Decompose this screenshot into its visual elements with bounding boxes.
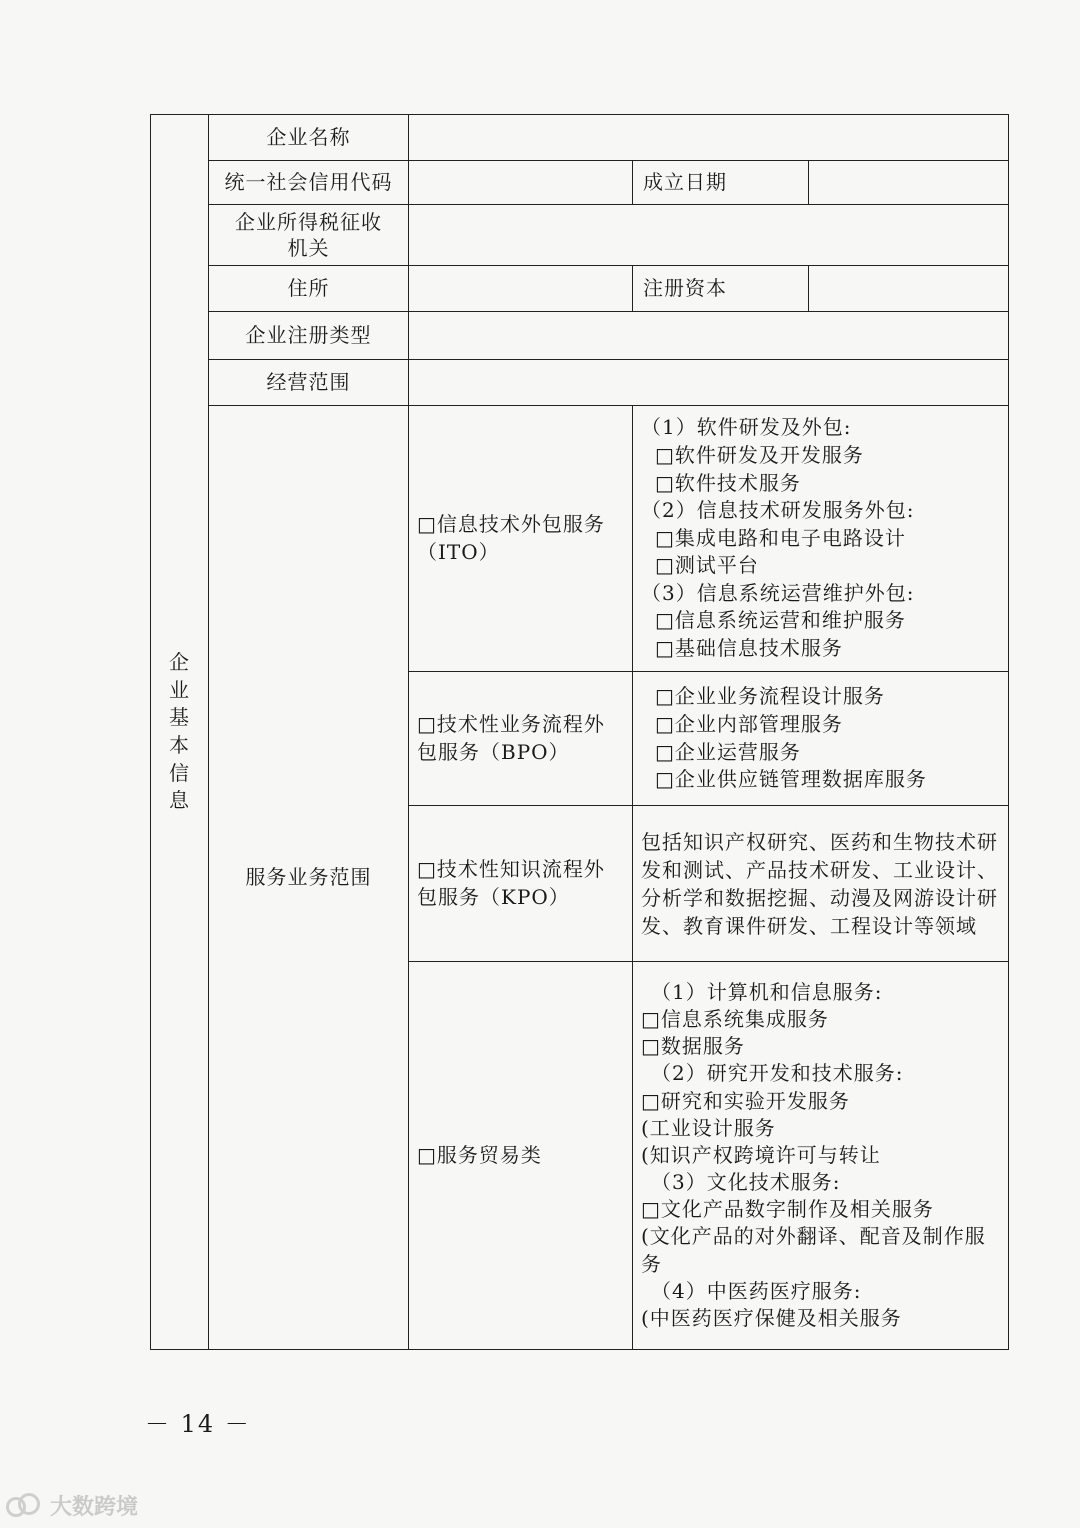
category-bpo-details bbox=[633, 672, 1009, 806]
trade-option-rd[interactable]: □研究和实验开发服务 bbox=[641, 1088, 850, 1113]
category-ito-name[interactable]: □信息技术外包服务（ITO） bbox=[409, 406, 633, 672]
trade-detail-2: （2）研究开发和技术服务: bbox=[651, 1061, 904, 1086]
trade-option-system-integration[interactable]: □信息系统集成服务 bbox=[641, 1006, 829, 1031]
business-scope-field[interactable] bbox=[409, 360, 1009, 406]
credit-code-field[interactable] bbox=[409, 161, 633, 205]
row-tax-authority bbox=[151, 205, 1009, 266]
row-registration-type bbox=[151, 312, 1009, 360]
watermark-logo-icon bbox=[6, 1493, 46, 1519]
bpo-option-supply-chain[interactable]: □企业供应链管理数据库服务 bbox=[655, 767, 927, 792]
ito-option-ic-design[interactable]: □集成电路和电子电路设计 bbox=[655, 525, 906, 550]
trade-option-ip-licensing[interactable]: (知识产权跨境许可与转让 bbox=[641, 1142, 881, 1167]
credit-code-label: 统一社会信用代码 bbox=[209, 161, 409, 205]
trade-option-digital-culture[interactable]: □文化产品数字制作及相关服务 bbox=[641, 1197, 934, 1222]
company-name-label: 企业名称 bbox=[209, 115, 409, 161]
company-name-field[interactable] bbox=[409, 115, 1009, 161]
row-business-scope bbox=[151, 360, 1009, 406]
registered-capital-field[interactable] bbox=[809, 266, 1009, 312]
registration-type-field[interactable] bbox=[409, 312, 1009, 360]
founding-date-label: 成立日期 bbox=[633, 161, 809, 205]
ito-option-system-ops[interactable]: □信息系统运营和维护服务 bbox=[655, 608, 906, 633]
bpo-option-internal-mgmt[interactable]: □企业内部管理服务 bbox=[655, 711, 843, 736]
ito-detail-2: （2）信息技术研发服务外包: bbox=[641, 498, 915, 523]
watermark bbox=[6, 1490, 138, 1521]
address-label: 住所 bbox=[209, 266, 409, 312]
bpo-option-operations[interactable]: □企业运营服务 bbox=[655, 739, 801, 764]
ito-detail-3: （3）信息系统运营维护外包: bbox=[641, 580, 915, 605]
business-scope-label: 经营范围 bbox=[209, 360, 409, 406]
category-kpo-details: 包括知识产权研究、医药和生物技术研发和测试、产品技术研发、工业设计、分析学和数据挖掘、动漫及网游设计研发、教育课件研发、工程设计等领域 bbox=[633, 806, 1009, 962]
trade-option-industrial-design[interactable]: (工业设计服务 bbox=[641, 1115, 776, 1140]
trade-option-translation[interactable]: (文化产品的对外翻译、配音及制作服务 bbox=[641, 1224, 986, 1276]
category-service-trade-name[interactable]: □服务贸易类 bbox=[409, 962, 633, 1350]
trade-option-data-service[interactable]: □数据服务 bbox=[641, 1034, 745, 1059]
bpo-option-process-design[interactable]: □企业业务流程设计服务 bbox=[655, 684, 885, 709]
category-ito-details bbox=[633, 406, 1009, 672]
ito-option-basic-it[interactable]: □基础信息技术服务 bbox=[655, 636, 843, 661]
category-service-trade-details bbox=[633, 962, 1009, 1350]
address-field[interactable] bbox=[409, 266, 633, 312]
trade-detail-3: （3）文化技术服务: bbox=[651, 1170, 841, 1195]
tax-authority-label: 企业所得税征收 机关 bbox=[209, 205, 409, 266]
registered-capital-label: 注册资本 bbox=[633, 266, 809, 312]
trade-detail-4: （4）中医药医疗服务: bbox=[651, 1278, 862, 1303]
category-kpo-name[interactable]: □技术性知识流程外包服务（KPO） bbox=[409, 806, 633, 962]
tax-authority-field[interactable] bbox=[409, 205, 1009, 266]
row-company-name bbox=[151, 115, 1009, 161]
category-bpo-name[interactable]: □技术性业务流程外包服务（BPO） bbox=[409, 672, 633, 806]
founding-date-field[interactable] bbox=[809, 161, 1009, 205]
ito-option-software-tech[interactable]: □软件技术服务 bbox=[655, 470, 801, 495]
ito-option-test-platform[interactable]: □测试平台 bbox=[655, 553, 759, 578]
row-credit-code bbox=[151, 161, 1009, 205]
ito-detail-1: （1）软件研发及外包: bbox=[641, 415, 852, 440]
row-category-ito bbox=[151, 406, 1009, 672]
page-number: － 14 － bbox=[145, 1410, 251, 1438]
registration-type-label: 企业注册类型 bbox=[209, 312, 409, 360]
enterprise-info-form bbox=[150, 114, 1009, 1350]
trade-option-tcm[interactable]: (中医药医疗保健及相关服务 bbox=[641, 1306, 902, 1331]
ito-option-software-dev[interactable]: □软件研发及开发服务 bbox=[655, 442, 864, 467]
row-address bbox=[151, 266, 1009, 312]
section-label: 企业 基本 信息 bbox=[151, 115, 209, 1350]
watermark-text: 大数跨境 bbox=[50, 1495, 139, 1520]
service-scope-label: 服务业务范围 bbox=[209, 406, 409, 1350]
trade-detail-1: （1）计算机和信息服务: bbox=[651, 979, 883, 1004]
